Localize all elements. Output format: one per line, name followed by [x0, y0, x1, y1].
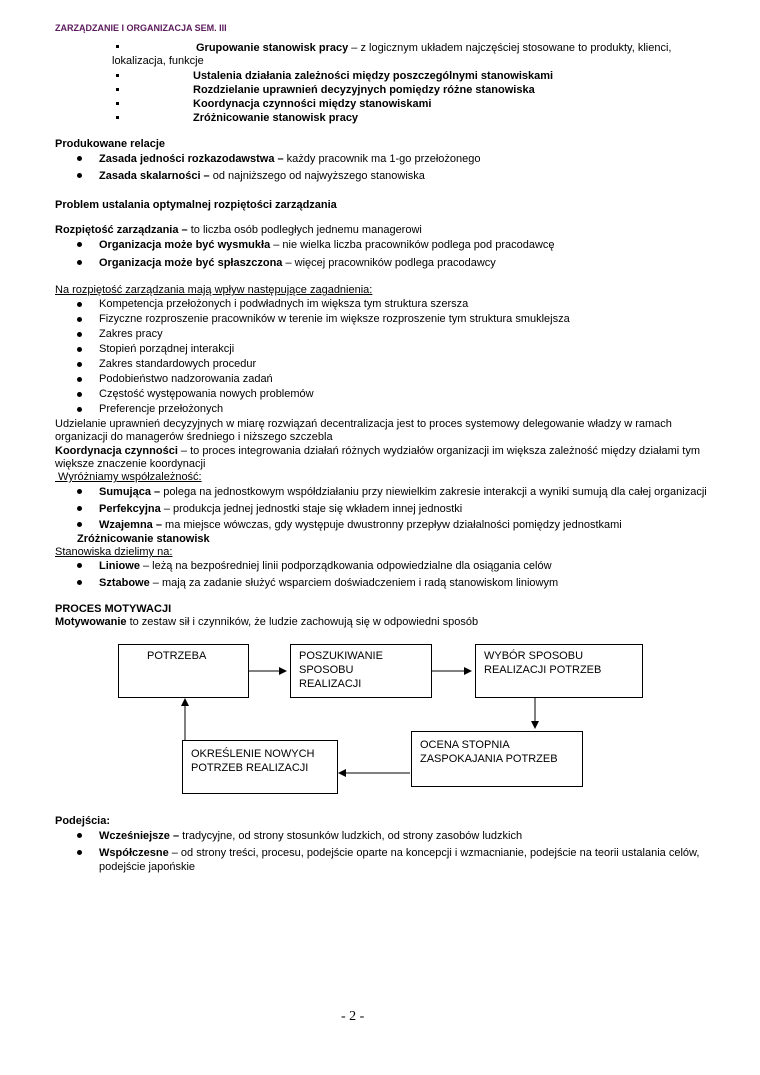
bullet-icon — [77, 850, 82, 855]
list-item: Liniowe – leżą na bezpośredniej linii podporządkowania odpowiedzialne dla osiągania celów — [99, 560, 552, 572]
list-item: Wcześniejsze – tradycyjne, od strony stosunków ludzkich, od strony zasobów ludzkich — [99, 830, 523, 842]
list-item: Zakres standardowych procedur — [99, 358, 257, 370]
list-item: Organizacja może być wysmukła – nie wielka liczba pracowników podlega pod pracodawcę — [99, 239, 555, 251]
list-item: Wzajemna – ma miejsce wówczas, gdy występuje dwustronny przepływ działalności pomiędzy jednostkami — [99, 519, 622, 531]
choice-box: WYBÓR SPOSOBU REALIZACJI POTRZEB — [475, 644, 643, 698]
list-item: Zróżnicowanie stanowisk pracy — [193, 112, 359, 124]
paragraph: Motywowanie to zestaw sił i czynników, że ludzie zachowują się w odpowiedni sposób — [55, 616, 479, 628]
paragraph: Koordynacja czynności – to proces integrowania działań różnych wydziałów organizacji im większa zależność między działami tym — [55, 445, 700, 457]
list-item: Preferencje przełożonych — [99, 403, 224, 415]
document-header: ZARZĄDZANIE I ORGANIZACJA SEM. III — [55, 23, 227, 33]
list-item: Współczesne – od strony treści, procesu, podejście oparte na koncepcji i wzmacnianie, podejście na teorii ustalania celów, — [99, 847, 700, 859]
paragraph: Rozpiętość zarządzania – to liczba osób podległych jednemu managerowi — [55, 224, 422, 236]
list-item: Podobieństwo nadzorowania zadań — [99, 373, 273, 385]
section-heading: Zróżnicowanie stanowisk — [77, 533, 210, 545]
list-item: Fizyczne rozproszenie pracowników w terenie im większe rozproszenie tym struktura smuklejsza — [99, 313, 570, 325]
list-item: Zakres pracy — [99, 328, 163, 340]
list-item: Organizacja może być spłaszczona – więcej pracowników podlega pracodawcy — [99, 257, 496, 269]
new-needs-box: OKREŚLENIE NOWYCH POTRZEB REALIZACJI — [182, 740, 338, 794]
list-item-continuation: lokalizacja, funkcje — [112, 55, 204, 67]
search-box: POSZUKIWANIE SPOSOBU REALIZACJI — [290, 644, 432, 698]
list-item: Stopień porządnej interakcji — [99, 343, 235, 355]
section-heading: PROCES MOTYWACJI — [55, 603, 172, 615]
list-item: Częstość występowania nowych problemów — [99, 388, 314, 400]
list-item-continuation: podejście japońskie — [99, 861, 196, 873]
list-item: Rozdzielanie uprawnień decyzyjnych pomiędzy różne stanowiska — [193, 84, 535, 96]
need-box: POTRZEBA — [118, 644, 249, 698]
list-item: Perfekcyjna – produkcja jednej jednostki staje się wkładem innej jednostki — [99, 503, 463, 515]
bullet-icon — [77, 833, 82, 838]
paragraph-line: Udzielanie uprawnień decyzyjnych w miarę rozwiązań decentralizacja jest to proces systemowy delegowanie władzy w ramach — [55, 418, 672, 430]
list-item: Sztabowe – mają za zadanie służyć wsparciem doświadczeniem i radą stanowiskom liniowym — [99, 577, 559, 589]
list-item: Koordynacja czynności między stanowiskami — [193, 98, 432, 110]
section-heading: Podejścia: — [55, 815, 111, 827]
list-item: Kompetencja przełożonych i podwładnych im większa tym struktura szersza — [99, 298, 469, 310]
list-item: Sumująca – polega na jednostkowym współdziałaniu przy niewielkim zakresie interakcji a wyniki sumują dla całej organizacji — [99, 486, 707, 498]
section-heading: Problem ustalania optymalnej rozpiętości zarządzania — [55, 199, 337, 211]
list-item: Zasada jedności rozkazodawstwa – każdy pracownik ma 1-go przełożonego — [99, 153, 481, 165]
list-item: Zasada skalarności – od najniższego od najwyższego stanowiska — [99, 170, 425, 182]
paragraph-line: organizacji do managerów średniego i niższego szczebla — [55, 431, 333, 443]
positions-title: Stanowiska dzielimy na: — [55, 546, 173, 558]
list-item: Grupowanie stanowisk pracy – z logicznym układem najczęściej stosowane to produkty, klienci, — [196, 42, 672, 54]
paragraph-line: większe znaczenie koordynacji — [55, 458, 206, 470]
page-number: - 2 - — [341, 1009, 365, 1024]
section-heading: Produkowane relacje — [55, 138, 166, 150]
interdependence-title: Wyróżniamy współzależność: — [55, 471, 202, 483]
factors-title: Na rozpiętość zarządzania mają wpływ następujące zagadnienia: — [55, 284, 373, 296]
assessment-box: OCENA STOPNIA ZASPOKAJANIA POTRZEB — [411, 731, 583, 787]
list-item: Ustalenia działania zależności między poszczególnymi stanowiskami — [193, 70, 554, 82]
